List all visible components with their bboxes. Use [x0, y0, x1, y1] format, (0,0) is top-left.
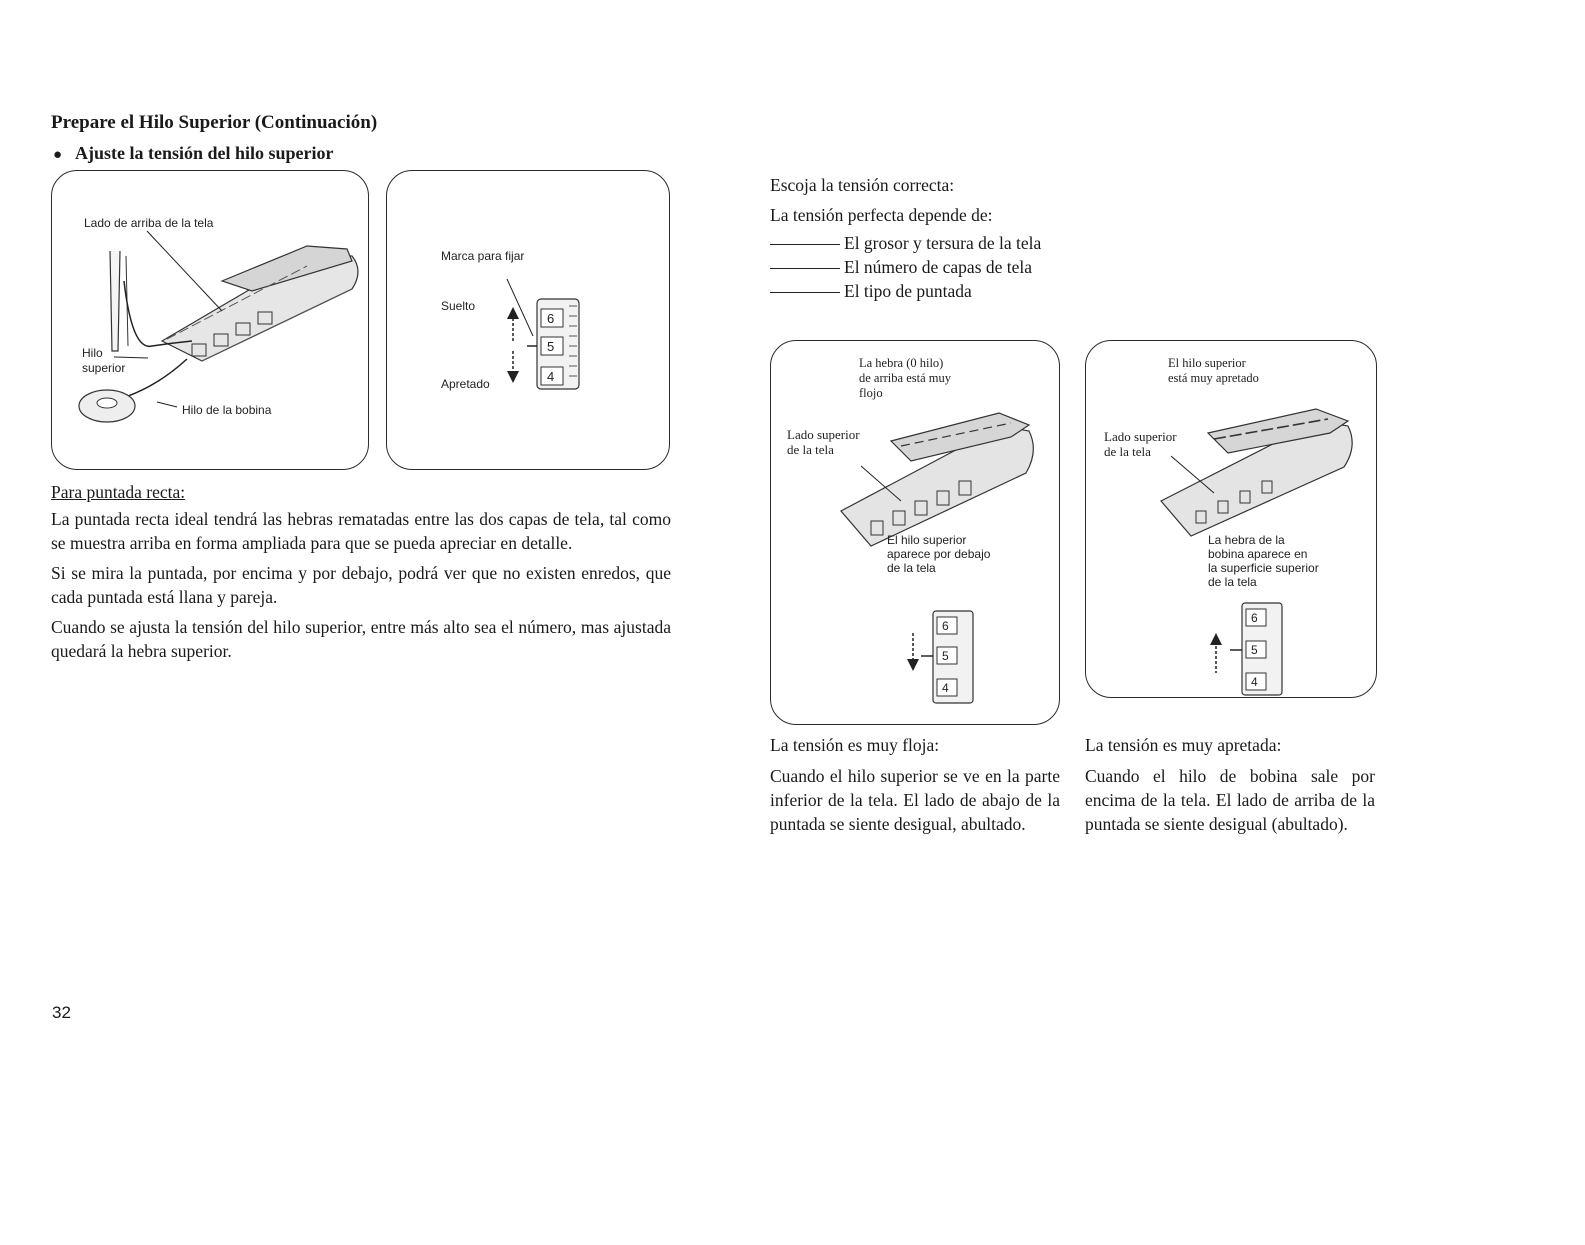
label-set-mark: Marca para fijar [441, 249, 525, 263]
label-top-of-fabric: Lado de arriba de la tela [84, 216, 214, 230]
tight-tension-illustration [1086, 341, 1378, 699]
label-loose-bottom-2: aparece por debajo [887, 547, 991, 561]
label-tight-bottom-2: bobina aparece en [1208, 547, 1308, 561]
dial-number-4: 4 [547, 369, 555, 384]
factor-text: El tipo de puntada [844, 281, 972, 301]
dial-number-5: 5 [1251, 643, 1258, 657]
factor-list-item [770, 279, 1070, 303]
paragraph-adjust: Cuando se ajusta la tensión del hilo superior, entre más alto sea el número, mas ajustada quedará la hebra superior. [51, 617, 671, 661]
depends-on-text: La tensión perfecta depende de: [770, 205, 993, 225]
label-loose-bottom-1: El hilo superior [887, 533, 967, 547]
tight-tension-text [1085, 735, 1375, 836]
label-loose-top-1: La hebra (0 hilo) [859, 356, 944, 370]
page-number: 32 [52, 1003, 71, 1022]
factor-list-item [770, 231, 1070, 255]
choose-tension-text: Escoja la tensión correcta: [770, 175, 955, 195]
label-top-side-1: Lado superior [1104, 429, 1177, 444]
label-tight-bottom-1: La hebra de la [1208, 533, 1285, 547]
dial-number-6: 6 [942, 619, 949, 633]
dial-number-5: 5 [942, 649, 949, 663]
tight-tension-description: Cuando el hilo de bobina sale por encima de la tela. El lado de arriba de la puntada se siente desigual (abultado). [1085, 766, 1375, 834]
dial-number-5: 5 [547, 339, 555, 354]
loose-tension-description: Cuando el hilo superior se ve en la parte inferior de la tela. El lado de abajo de la puntada se siente desigual, abultado. [770, 766, 1060, 834]
factor-list-item [770, 255, 1070, 279]
dial-number-4: 4 [1251, 675, 1258, 689]
tight-tension-heading: La tensión es muy apretada: [1085, 735, 1282, 755]
dial-number-6: 6 [1251, 611, 1258, 625]
label-bobbin-thread: Hilo de la bobina [182, 403, 272, 417]
label-loose-top-2: de arriba está muy [859, 371, 951, 385]
paragraph-ideal-stitch: La puntada recta ideal tendrá las hebras rematadas entre las dos capas de tela, tal como se muestra arriba en forma ampliada para que se pueda apreciar en detalle. [51, 509, 671, 553]
bullet-icon: ● [53, 147, 63, 163]
label-tight: Apretado [441, 377, 490, 391]
dial-illustration [387, 171, 671, 471]
left-text-block [51, 482, 671, 663]
figure-stitch-cross-section [51, 170, 369, 470]
label-loose-bottom-3: de la tela [887, 561, 936, 575]
figure-tension-dial [386, 170, 670, 470]
loose-tension-heading: La tensión es muy floja: [770, 735, 940, 755]
label-top-side-1: Lado superior [787, 427, 860, 442]
subtitle-text: Ajuste la tensión del hilo superior [75, 143, 334, 163]
page-title: Prepare el Hilo Superior (Continuación) [51, 112, 378, 133]
label-loose: Suelto [441, 299, 476, 313]
figure-loose-tension [770, 340, 1060, 725]
loose-tension-text [770, 735, 1060, 836]
label-tight-top-2: está muy apretado [1168, 371, 1259, 385]
label-tight-bottom-3: la superficie superior [1208, 561, 1319, 575]
dial-number-4: 4 [942, 681, 949, 695]
label-tight-bottom-4: de la tela [1208, 575, 1257, 589]
paragraph-inspection: Si se mira la puntada, por encima y por debajo, podrá ver que no existen enredos, que cada puntada está llana y pareja. [51, 563, 671, 607]
figure-tight-tension [1085, 340, 1377, 698]
label-loose-top-3: flojo [859, 386, 883, 400]
straight-stitch-heading: Para puntada recta: [51, 482, 186, 502]
label-top-side-2: de la tela [1104, 444, 1151, 459]
label-top-side-2: de la tela [787, 442, 834, 457]
label-tight-top-1: El hilo superior [1168, 356, 1246, 370]
label-upper-thread-2: superior [82, 361, 126, 375]
dial-number-6: 6 [547, 311, 555, 326]
label-upper-thread-1: Hilo [82, 346, 103, 360]
section-subtitle [53, 143, 334, 164]
right-intro-block [770, 173, 1070, 303]
factor-text: El grosor y tersura de la tela [844, 233, 1042, 253]
factor-text: El número de capas de tela [844, 257, 1033, 277]
